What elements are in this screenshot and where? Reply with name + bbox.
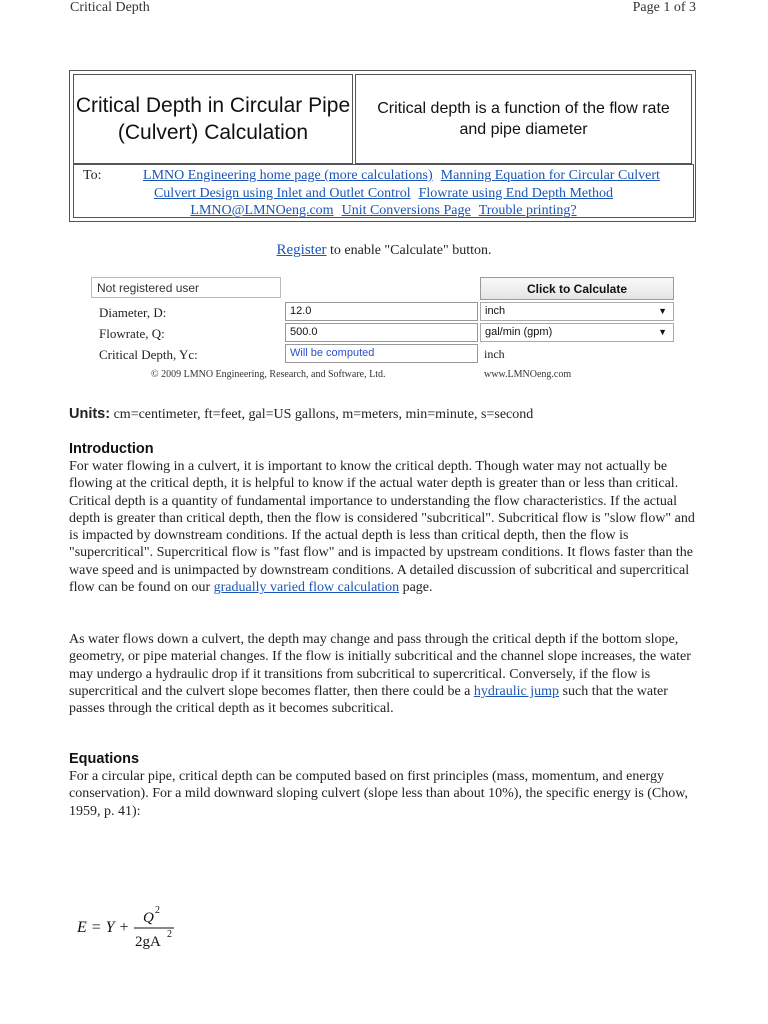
chevron-down-icon: ▼ [658, 306, 667, 316]
register-line [0, 242, 768, 259]
copyright-text: © 2009 LMNO Engineering, Research, and Software, Ltd. [151, 369, 386, 380]
formula-denominator: 2gA [135, 934, 161, 950]
formula-graphic [77, 900, 197, 960]
register-link[interactable]: Register [276, 242, 327, 258]
calculate-button[interactable]: Click to Calculate [480, 277, 674, 300]
units-text: cm=centimeter, ft=feet, gal=US gallons, m=meters, min=minute, s=second [113, 407, 534, 422]
hydraulic-jump-link[interactable]: hydraulic jump [473, 683, 560, 699]
intro-p1-end: page. [399, 580, 433, 596]
link-trouble-printing[interactable]: Trouble printing? [478, 203, 577, 218]
link-culvert-design[interactable]: Culvert Design using Inlet and Outlet Control [153, 185, 411, 201]
link-email[interactable]: LMNO@LMNOeng.com [190, 203, 334, 218]
link-unit-conversions[interactable]: Unit Conversions Page [341, 203, 471, 218]
to-label: To: [83, 168, 102, 183]
specific-energy-formula [77, 900, 197, 960]
navigation-links [73, 164, 694, 218]
register-text: to enable "Calculate" button. [326, 243, 492, 258]
website-text: www.LMNOeng.com [484, 369, 572, 380]
critical-depth-label: Critical Depth, Yc: [99, 347, 198, 362]
diameter-input[interactable]: 12.0 [285, 302, 478, 321]
intro-p2-end: such that the water passes through the critical depth as it becomes subcritical. [69, 683, 668, 717]
critical-depth-unit: inch [484, 347, 505, 361]
calculator-form [91, 277, 676, 387]
title-line-1: Critical Depth in Circular Pipe [75, 94, 351, 117]
link-end-depth[interactable]: Flowrate using End Depth Method [418, 185, 614, 201]
flowrate-label: Flowrate, Q: [99, 326, 165, 341]
formula-numerator: Q [143, 910, 154, 926]
user-status-field: Not registered user [91, 277, 281, 298]
title-description: Critical depth is a function of the flow rate and pipe diameter [355, 74, 692, 164]
page-header-title: Critical Depth [70, 0, 150, 15]
title-line-2: (Culvert) Calculation [117, 121, 309, 144]
gradually-varied-flow-link[interactable]: gradually varied flow calculation [213, 580, 400, 596]
link-manning[interactable]: Manning Equation for Circular Culvert [440, 168, 660, 183]
equations-paragraph: For a circular pipe, critical depth can be computed based on first principles (mass, momentum, and energy conservation). For a mild downward sloping culvert (slope less than about 10%), the specific energy is (Chow, 1959, p. 41): [69, 769, 688, 819]
diameter-unit-value: inch [485, 305, 506, 317]
flowrate-unit-value: gal/min (gpm) [485, 326, 553, 338]
intro-p1-text: For water flowing in a culvert, it is important to know the critical depth. Though water may not actually be flowing at the critical depth, it is helpful to know if the actual water depth is greater than or less than critical. Critical depth is a quantity of fundamental importance to understanding the flow characteristics. If the actual depth is greater than critical depth, then the flow is considered "subcritical". Subcritical flow is "slow flow" and is impacted by downstream conditions. If the actual depth is less than critical depth, then the flow is "supercritical". Supercritical flow is "fast flow" and is impacted by upstream conditions. It flows faster than the wave speed and is unimpacted by downstream conditions. A detailed discussion of subcritical and supercritical flow can be found on our [69, 459, 695, 596]
flowrate-unit-select[interactable] [480, 323, 674, 342]
title-table [69, 70, 696, 222]
link-home[interactable]: LMNO Engineering home page (more calculations) [143, 168, 433, 183]
formula-numerator-exponent: 2 [155, 905, 160, 916]
introduction-heading: Introduction [69, 441, 154, 457]
introduction-paragraph-1 [69, 458, 699, 596]
flowrate-input[interactable]: 500.0 [285, 323, 478, 342]
formula-lhs: E = Y + [77, 919, 130, 936]
formula-denominator-exponent: 2 [167, 929, 172, 940]
units-line [69, 406, 533, 423]
page-number: Page 1 of 3 [632, 0, 696, 15]
chevron-down-icon: ▼ [658, 327, 667, 337]
intro-p2-text: As water flows down a culvert, the depth may change and pass through the critical depth if the bottom slope, geometry, or pipe material changes. If the flow is initially subcritical and the channel slope increases, the water may undergo a hydraulic drop if it transitions from subcritical to supercritical. Conversely, if the flow is supercritical and the culvert slope becomes flatter, then there could be a [69, 632, 691, 699]
units-label: Units: [69, 406, 111, 422]
equations-heading: Equations [69, 751, 140, 767]
introduction-paragraph-2 [69, 631, 699, 717]
diameter-label: Diameter, D: [99, 305, 167, 320]
critical-depth-output: Will be computed [285, 344, 478, 363]
diameter-unit-select[interactable] [480, 302, 674, 321]
page-title [73, 74, 353, 164]
